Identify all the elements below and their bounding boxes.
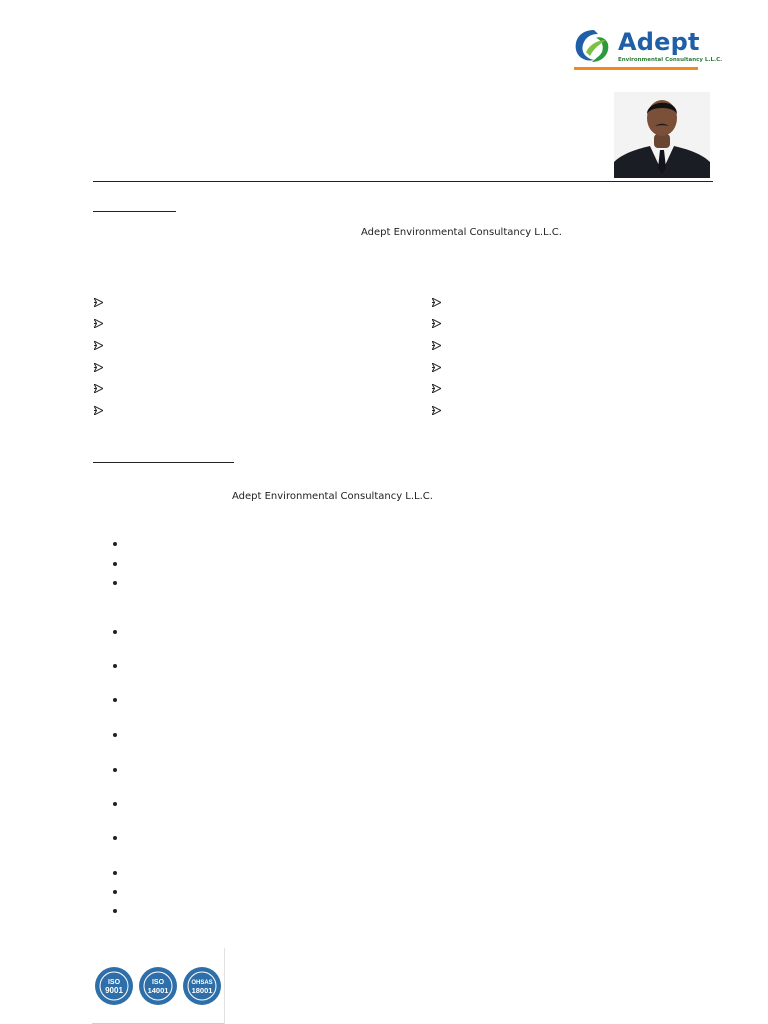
- list-bullet: [113, 768, 117, 772]
- leaf-swirl-icon: [572, 26, 616, 66]
- iso-14001-seal-icon: [138, 966, 178, 1006]
- certification-seals: [92, 948, 225, 1024]
- company-name-line: Adept Environmental Consultancy L.L.C.: [232, 491, 433, 502]
- arrow-bullet-icon: [432, 384, 441, 393]
- ohsas-18001-seal-icon: [182, 966, 222, 1006]
- logo-accent-bar: [574, 67, 698, 70]
- arrow-bullet-icon: [94, 341, 103, 350]
- list-bullet: [113, 664, 117, 668]
- header-divider: [93, 181, 713, 182]
- list-bullet: [113, 836, 117, 840]
- arrow-bullet-icon: [432, 298, 441, 307]
- arrow-bullet-icon: [432, 363, 441, 372]
- arrow-bullet-icon: [94, 384, 103, 393]
- svg-text:9001: 9001: [105, 986, 123, 995]
- section-heading-underline: [93, 462, 234, 463]
- list-bullet: [113, 733, 117, 737]
- list-bullet: [113, 802, 117, 806]
- list-bullet: [113, 630, 117, 634]
- arrow-bullet-icon: [432, 319, 441, 328]
- arrow-bullet-icon: [94, 298, 103, 307]
- logo-tagline: Environmental Consultancy L.L.C.: [618, 57, 723, 63]
- svg-text:OHSAS: OHSAS: [191, 980, 213, 986]
- list-bullet: [113, 562, 117, 566]
- arrow-bullet-icon: [94, 363, 103, 372]
- arrow-bullet-icon: [94, 406, 103, 415]
- svg-text:14001: 14001: [147, 986, 169, 995]
- arrow-bullet-icon: [432, 341, 441, 350]
- svg-text:ISO: ISO: [151, 979, 165, 986]
- svg-text:ISO: ISO: [107, 979, 121, 986]
- list-bullet: [113, 890, 117, 894]
- section-heading-underline: [93, 211, 176, 212]
- arrow-bullet-icon: [94, 319, 103, 328]
- logo-wordmark: Adept: [618, 28, 700, 56]
- list-bullet: [113, 698, 117, 702]
- person-portrait-icon: [614, 92, 710, 178]
- company-logo: [572, 26, 723, 72]
- list-bullet: [113, 909, 117, 913]
- svg-text:18001: 18001: [191, 986, 213, 995]
- list-bullet: [113, 542, 117, 546]
- company-name-line: Adept Environmental Consultancy L.L.C.: [361, 227, 562, 238]
- profile-photo: [614, 92, 710, 178]
- list-bullet: [113, 871, 117, 875]
- arrow-bullet-icon: [432, 406, 441, 415]
- iso-9001-seal-icon: [94, 966, 134, 1006]
- list-bullet: [113, 581, 117, 585]
